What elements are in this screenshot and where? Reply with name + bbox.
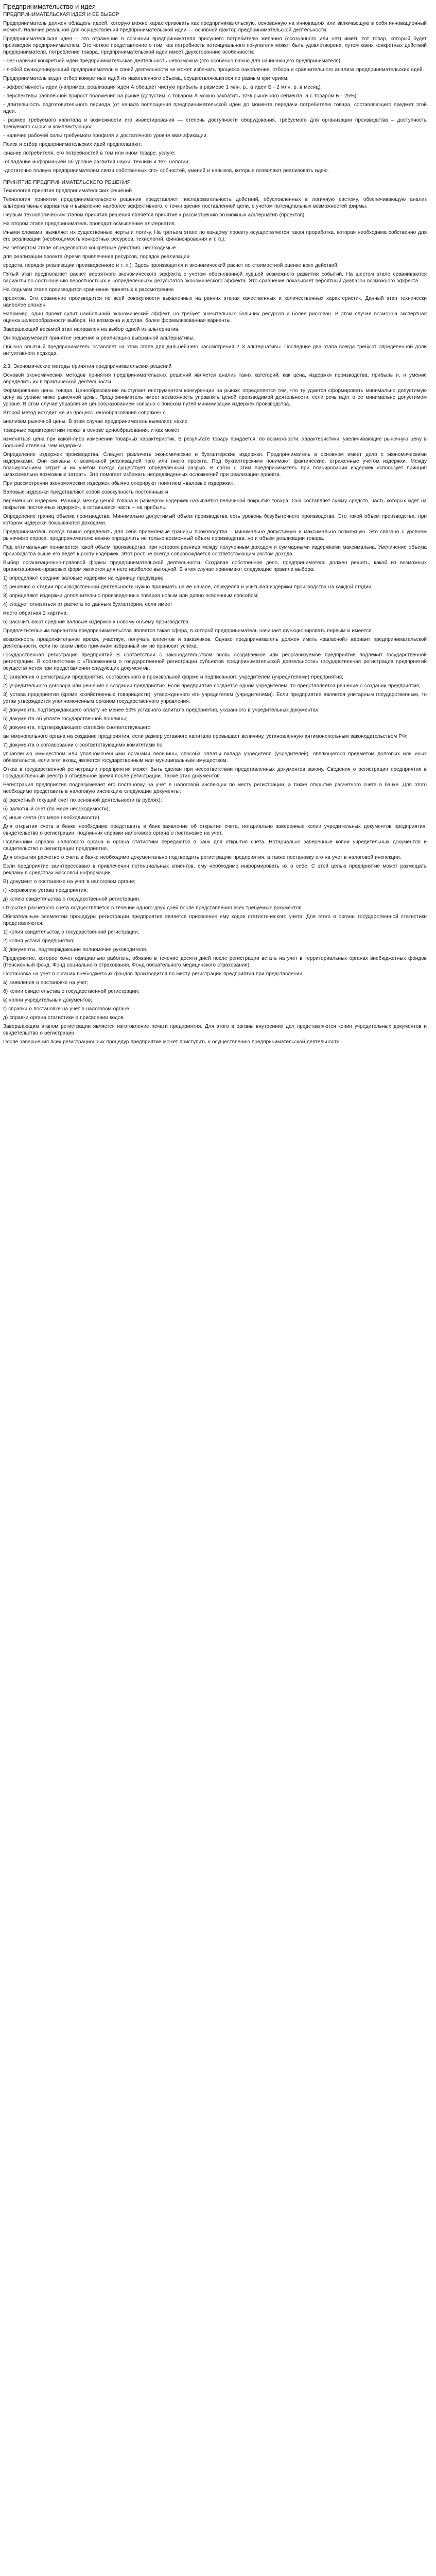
paragraph: Определение издержек производства. Следует различать экономические и бухгалтерские издержки. Предприниматель в основном имеет дело с экономическими издержками. Они связаны с возможной реализацией того или иного проекта. Под бухгалтерскими понимают фактические, отраженные учетом издержки. Между планированием затрат и их учетом всегда существует определенный разрыв. В связи с этим предприниматель при планировании издержек использует принцип «максимально возможных затрат». Это помогает избежать непредвиденных осложнений при реализации проекта. bbox=[3, 452, 427, 478]
paragraph: Он подразумевает принятие решения и реализацию выбранной альтернативы. bbox=[3, 335, 195, 341]
paragraph: анализом рыночной цены. В этом случае предприниматель выявляет, какие bbox=[3, 419, 188, 425]
section-decision-body bbox=[3, 188, 427, 357]
section-heading-economic-methods: 2.3. Экономические методы принятия предпринимательских решений bbox=[3, 364, 172, 369]
paragraph: Подлинники справок налогового органа и органа статистики передаются в банк для открытия счета. Нотариально заверенные копии учредительных документов и свидетельство о регистрации предприятия. bbox=[3, 839, 427, 852]
paragraph: -обладание информацией об уровне развития науки, техники и тех- нологии; bbox=[3, 159, 190, 165]
section-heading-decision: ПРИНЯТИЕ ПРЕДПРИНИМАТЕЛЬСКОГО РЕШЕНИЯ bbox=[3, 180, 131, 185]
paragraph: Технология принятия предпринимательского решения представляет последовательность действий, обусловленных в логичную систему, обеспечивающую анализ альтернативных вариантов и выявление наиболее эффективного, с точки зрения поставленной цели, с учетом потенциальных возможностей фирмы. bbox=[3, 197, 427, 209]
paragraph: в) иные счета (по мере необходимости). bbox=[3, 815, 101, 821]
paragraph: для реализации проекта (время привлечения ресурсов, порядок реализации bbox=[3, 254, 189, 260]
paragraph: 6) документа, подтверждающего согласие соответствующего bbox=[3, 725, 151, 731]
paragraph: - любой функционирующий предприниматель в своей деятельности не может избежать процесса накопления, отбора и сравнительного анализа предпринимательских идей. bbox=[3, 67, 424, 73]
paragraph: - длительность подготовительного периода (от начала воплощения предпринимательской идеи до момента передачи потребителю товара, составляющего предмет этой идеи. bbox=[3, 102, 427, 114]
paragraph: - эффективность идеи (например, реализация идеи А обещает чистую прибыль в размере 1 млн. р., а идеи Б - 2 млн. р. в месяц); bbox=[3, 84, 322, 90]
paragraph: 5) документа об уплате государственной пошлины; bbox=[3, 716, 128, 722]
paragraph: На четвертом этапе определяются конкретные действия, необходимые bbox=[3, 245, 176, 251]
paragraph: - без наличия конкретной идеи предпринимательская деятельность невозможна (это особенно важно для начинающего предпринимателя); bbox=[3, 58, 342, 64]
paragraph: Основой экономических методов принятия предпринимательских решений является анализ таких категорий, как цена, издержки производства, прибыль и, и умение определить их в практической деятельности. bbox=[3, 372, 427, 385]
paragraph: - перспективы заявленной прирост положения на рынке (допустим, с товаром А можно захватить 10% рыночного сегмента, а с товаром Б - 25%); bbox=[3, 93, 358, 99]
paragraph: д) справки органа статистики о присвоении кодов. bbox=[3, 1015, 125, 1021]
paragraph: д) копию свидетельства о государственной регистрации. bbox=[3, 896, 141, 902]
section-economic-methods-body bbox=[3, 372, 427, 1045]
paragraph: г) справки о постановке на учет в налоговом органе; bbox=[3, 1006, 131, 1012]
paragraph: Поиск и отбор предпринимательских идей предполагают: bbox=[3, 142, 142, 147]
paragraph: управлению имуществом или уполномоченными органами величины, способа оплаты вклада учредителя (учредителей), являющегося предметом долговых или иных обязательств, если этот вклад является государственным или муниципальным имуществом. bbox=[3, 751, 427, 764]
paragraph: возможность продолжительное время, участвуя, получать клиентов и заказчиков. Однако предприниматель должен иметь «запасной» вариант предпринимательской деятельности, если по каким-либо причинам избранный им не приносит успеха. bbox=[3, 637, 427, 649]
paragraph: проектов. Это сравнение производится по всей совокупности выявленных на ранних этапах качественных и количественных характеристик. Данный этап технически наиболее сложен. bbox=[3, 296, 427, 308]
paragraph: 2) учредительного договора или решения о создании предприятия. Если предприятие создается одним учредителем, то представляется решение о создании предприятия; bbox=[3, 683, 421, 689]
paragraph: Формирование цены товара. Ценообразование выступает инструментом конкуренции на рынке: определяется тем, что ту удается сформировать минимально допустимую цену за уровне ниже рыночной цены. Предприниматель имеет возможность управлять ценой производимой деятельности, если речь идет о ее минимально допустимом уровне. В этом случае управление ценообразованием связано с поиском путей минимизации издержек производства. bbox=[3, 388, 427, 407]
paragraph: товарные характеристики лежат в основе ценообразования, и как может bbox=[3, 428, 180, 433]
paragraph: Определение границ объема производства. Минимально допустимый объем производства есть уровень безубыточного производства. Это такой объем производства, при котором издержки покрываются доходами. bbox=[3, 514, 427, 526]
paragraph: 2) копия устава предприятия; bbox=[3, 938, 75, 944]
paragraph: -достаточно полную предпринимателем связи собственных спо- собностей, умений и навыков, которые позволяют реализовать идею. bbox=[3, 168, 329, 174]
paragraph: Обязательным элементом процедуры регистрации предприятия является присвоение ему кодов статистического учета. Для этого в органы государственной статистики представляются: bbox=[3, 914, 427, 926]
paragraph: При рассмотрении экономических издержек обычно оперируют понятием «валовые издержки». bbox=[3, 481, 235, 486]
paragraph: -знание потребителя, его потребностей в том или ином товаре, услуге; bbox=[3, 150, 176, 156]
document bbox=[0, 0, 430, 1058]
paragraph: б) валютный счет (по мере необходимости); bbox=[3, 806, 110, 812]
paragraph: 4) следует отказаться от расчета по данным бухгалтерии, если имеет bbox=[3, 602, 172, 607]
paragraph: Пятый этап предполагает расчет вероятного экономического эффекта с учетом обоснованной худшей возможного развития событий. На шестом этапе сравниваются варианты по соотношению вероятностных и «определенных» результатов экономического эффекта. Это сравнение показывает вероятный диапазон возможного эффекта. bbox=[3, 272, 427, 284]
paragraph: 3) определяют издержки дополнительно произведенных товаров новым или давно освоенным способом; bbox=[3, 593, 259, 599]
paragraph: 1) копия свидетельства о государственной регистрации; bbox=[3, 929, 139, 935]
paragraph: средств, порядок реализации произведенного и т. п.). Здесь производится и экономический расчет по стоимостной оценке всех действий. bbox=[3, 263, 339, 268]
paragraph: На втором этапе предприниматель проводит осмысление альтернатив. bbox=[3, 221, 176, 227]
paragraph: Предприятие, которое хочет официально работать, обязано в течение десяти дней после регистрации встать на учет в территориальных органах внебюджетных фондов (Пенсионный фонд, Фонд социального страхования, Фонд обязательного медицинского страхования). bbox=[3, 956, 427, 968]
paragraph: Обычно опытный предприниматель оставляет на этом этапе для дальнейшего рассмотрения 2–3 альтернативы. Последние два этапа всегда требуют определенной доли интуитивного подхода. bbox=[3, 344, 427, 357]
paragraph: 3) документы, подтверждающие полномочия руководителя. bbox=[3, 947, 148, 953]
section-idea-body bbox=[3, 20, 427, 174]
paragraph: Предприниматель ведет отбор конкретных идей из накопленного объема, осуществляющегося по разным критериям: bbox=[3, 76, 289, 81]
paragraph: место обратная 2 картина; bbox=[3, 611, 68, 616]
paragraph: Технология принятия предпринимательских решений bbox=[3, 188, 132, 194]
paragraph: Постановка на учет в органах внебюджетных фондов производится по месту регистрации предприятия при представлении: bbox=[3, 971, 304, 977]
paragraph: Открытие расчетного счета осуществляется в течение одного-двух дней после представления всех требуемых документов. bbox=[3, 905, 303, 911]
paragraph: Если предприятие заинтересовано в привлечении потенциальных клиентов, ему необходимо информировать их о себе. С этой целью предприятие может размещать рекламу в средствах массовой информации. bbox=[3, 863, 427, 876]
paragraph: На седьмом этапе производится сравнение принятых к рассмотрению bbox=[3, 287, 174, 293]
paragraph: Предпринимательская идея – это отражение в сознании предпринимателя присущего потребителю желания (осознанного или нет) иметь тот товар, который будет производен предпринимателем. Это четкое представление о том, как потребность потенциального покупателя может быть удовлетворена, путем каких конкретных действий предпринимателя, потребление товара, предпринимательской идеи имеет двухсторонние особенности: bbox=[3, 36, 427, 55]
paragraph: Государственная регистрация предприятий В соответствии с законодательством вновь создаваемое или реорганизуемое предприятие подлежит государственной регистрации. В соответствии с «Положением о государственной регистрации субъектов предпринимательской деятельности» государственная регистрация предприятий осуществляется при представлении следующих документов: bbox=[3, 652, 427, 671]
paragraph: а) расчетный текущий счет по основной деятельности (в рублях); bbox=[3, 798, 162, 803]
paragraph: переменных издержек. Разница между ценой товара и размером издержек называется величиной покрытия товара. Она составляет сумму средств, часть которых идет на покрытие постоянных издержек, а оставшаяся часть – на прибыль. bbox=[3, 498, 427, 511]
paragraph: Завершающим этапом регистрации является изготовление печати предприятия. Для этого в органы внутренних дел представляются копии учредительных документов и свидетельство о регистрации. bbox=[3, 1024, 427, 1036]
paragraph: Выбор организационно-правовой формы предпринимательской деятельности. Создавая собственное дело, предприниматель должен решить, какой из возможных организационно-правовых форм является для него наиболее выгодной. В этом случае принимают следующие правила выбора: bbox=[3, 560, 427, 572]
paragraph: Под оптимальным понимается такой объем производства, при котором разница между полученным доходом и суммарными издержками максимальна. Увеличение объема производства выше его ведет к росту издержек. Этот рост не всегда сопровождается соответствующим ростом дохода. bbox=[3, 545, 427, 557]
paragraph: 7) документа о согласовании с соответствующими комитетами по bbox=[3, 742, 163, 748]
paragraph: 2) решения о стадии производственной деятельности нужно принимать на ее начале, определяя и учитывая издержки производства на каждой стадии; bbox=[3, 584, 373, 590]
paragraph: Предприниматель всегда важно определить для себя приемлемые границы производства – минимально допустимую и максимально возможную. Это связано с уровнем рыночного спроса, предпринимателю важно определить не только возможный объем производства, но и объем реализации товара. bbox=[3, 529, 427, 541]
paragraph: Валовые издержки представляют собой совокупность постоянных и bbox=[3, 489, 168, 495]
paragraph: Второй метод исходит же из процесс ценообразования сопряжен с bbox=[3, 410, 166, 416]
paragraph: Предприниматель должен обладать идеей, которую можно характеризовать как предпринимательскую, основанную на инновациях или включающую в себя инновационный момент. Наличие реальной для осуществления предпринимательской идеи — основной фактор предпринимательской деятельности. bbox=[3, 21, 427, 33]
paragraph: После завершения всех регистрационных процедур предприятие может приступить к осуществлению предпринимательской деятельности. bbox=[3, 1039, 341, 1045]
paragraph: Предпочтительным вариантом предпринимательства является такая сфера, в которой предприниматель начинает функционировать первым и имеется bbox=[3, 628, 372, 634]
page-title: Предпринимательство и идея bbox=[3, 3, 96, 10]
section-heading-idea: ПРЕДПРИНИМАТЕЛЬСКАЯ ИДЕЯ И ЕЕ ВЫБОР bbox=[3, 12, 119, 18]
paragraph: в) копии учредительных документов; bbox=[3, 997, 92, 1003]
paragraph: Первым технологическим этапом принятия решения является принятие к рассмотрению возможных альтернатив (проектов). bbox=[3, 212, 306, 218]
paragraph: 5) рассчитывают средние валовые издержки к новому объему производства. bbox=[3, 619, 190, 625]
paragraph: 1) определяют средние валовые издержки на единицу продукции; bbox=[3, 575, 164, 581]
paragraph: В) документ о постановке на учет в налоговом органе; bbox=[3, 879, 136, 885]
paragraph: Регистрация предприятия подразумевает его постановку на учет в налоговой инспекции по месту регистрации, а также открытие расчетного счета в банке. Для этого необходимо представить в налоговую инспекцию следующие документы: bbox=[3, 782, 427, 794]
paragraph: г) ксерокопию устава предприятия; bbox=[3, 888, 88, 893]
paragraph: а) заявления о постановке на учет; bbox=[3, 980, 89, 986]
paragraph: б) копии свидетельства о государственной регистрации; bbox=[3, 989, 139, 994]
paragraph: - размер требуемого капитала и возможности его инвестирования — степень доступности оборудования, требуемого для организации производства – доступность требуемого сырья и комплектующих; bbox=[3, 117, 427, 130]
paragraph: - наличие рабочей силы требуемого профиля и достаточного уровня квалификации. bbox=[3, 133, 208, 139]
paragraph: Для открытия расчетного счета в банке необходимо документально подтвердить регистрацию предприятия, а также постановку его на учет в налоговой инспекции. bbox=[3, 855, 402, 860]
paragraph: Завершающий восьмой этап направлен на выбор одной из альтернатив. bbox=[3, 327, 180, 332]
paragraph: Например, один проект сулит наибольший экономический эффект, но требует значительных больших ресурсов и более рискован. В этом случае возможна экспертная оценка целесообразности выбора. Но возможна и другая, более формализованная варианты. bbox=[3, 311, 427, 324]
paragraph: Для открытия счета в банке необходимо представить в банк заявление об открытии счета, нотариально заверенные копии учредительных документов предприятия, свидетельство о регистрации, подлинник справки налогового органа о постановке на учет. bbox=[3, 824, 427, 836]
paragraph: антимонопольного органа на создание предприятия, если размер уставного капитала превышает величину, установленную антимонопольным законодательством РФ; bbox=[3, 734, 408, 739]
paragraph: 3) устава предприятия (кроме хозяйственных товариществ), утвержденного его учредителем (учредителями). Если предприятие является унитарным государственным, то устав утверждается уполномоченным органом государственного управления; bbox=[3, 692, 427, 704]
paragraph: Иными словами, выявляет их существенные черты и логику. На третьем этапе по каждому проекту осуществляется такая проработка, которая необходима собственно для его реализации (необходимость конкретных ресурсов, технологий, финансирования и т. п.). bbox=[3, 230, 427, 242]
paragraph: Отказ в государственной регистрации предприятия может быть сделан при несоответствии представленных документов закону. Сведения о регистрации предприятия в Государственный реестр в отведенное время после регистрации. Также этих документов. bbox=[3, 767, 427, 779]
paragraph: 1) заявления о регистрации предприятия, составленного в произвольной форме и подписанного учредителем (учредителями) предприятия; bbox=[3, 674, 343, 680]
paragraph: 4) документа, подтверждающего оплату не менее 50% уставного капитала предприятия, указанного в учредительных документах; bbox=[3, 707, 320, 713]
paragraph: изменяться цена при какой-либо изменении товарных характеристик. В результате товару придается, по возможности, характеристики, увеличивающие рыночную цену в большей степени, чем издержки. bbox=[3, 436, 427, 449]
